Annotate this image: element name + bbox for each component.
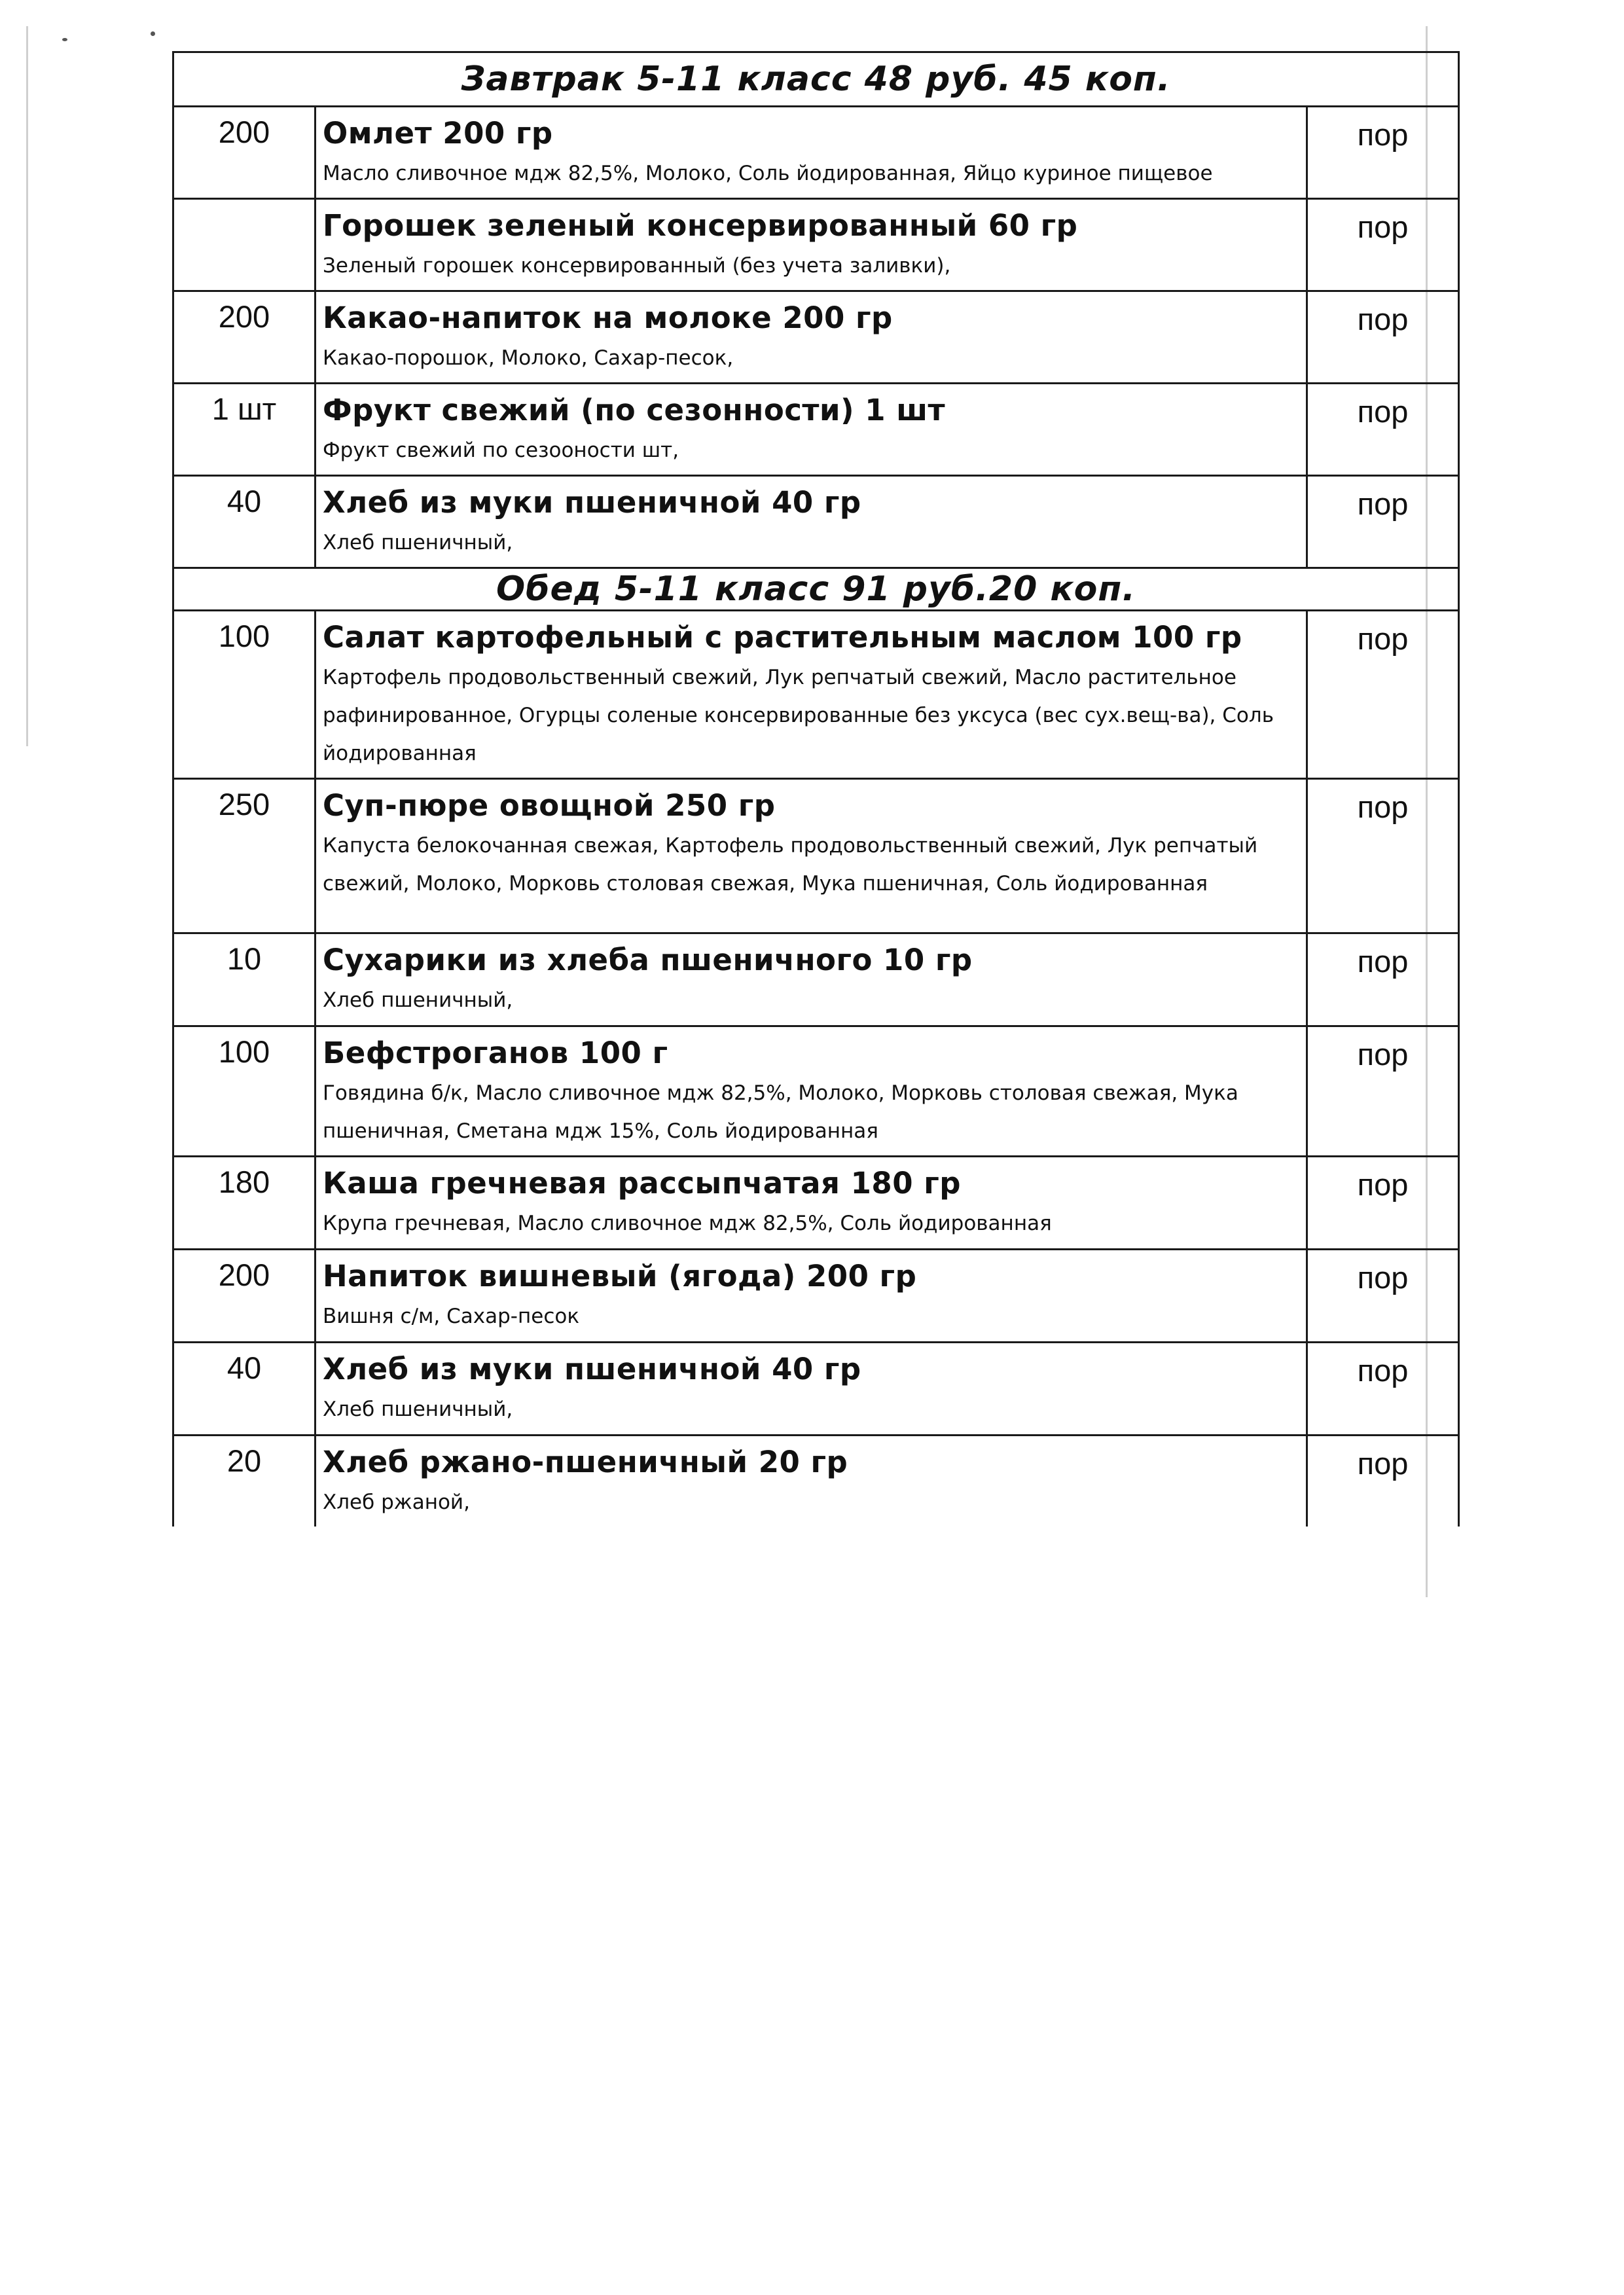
dish-name: Напиток вишневый (ягода) 200 гр xyxy=(323,1259,917,1293)
dish-ingredients: Хлеб пшеничный, xyxy=(323,988,513,1012)
dish-cell xyxy=(316,384,1307,476)
menu-item-row xyxy=(173,291,1459,384)
portion-unit: пор xyxy=(1307,476,1459,568)
portion-quantity: 200 xyxy=(173,107,316,199)
portion-quantity xyxy=(173,199,316,291)
dish-ingredients: Масло сливочное мдж 82,5%, Молоко, Соль йодированная, Яйцо куриное пищевое xyxy=(323,162,1213,185)
portion-unit: пор xyxy=(1307,779,1459,933)
portion-quantity: 40 xyxy=(173,1343,316,1436)
dish-cell xyxy=(316,291,1307,384)
dish-cell xyxy=(316,611,1307,779)
dish-name: Хлеб ржано-пшеничный 20 гр xyxy=(323,1445,848,1479)
dish-cell xyxy=(316,107,1307,199)
dish-cell xyxy=(316,1343,1307,1436)
dish-cell xyxy=(316,779,1307,933)
portion-unit: пор xyxy=(1307,199,1459,291)
dish-cell xyxy=(316,1157,1307,1250)
menu-item-row xyxy=(173,779,1459,933)
portion-unit: пор xyxy=(1307,1026,1459,1157)
dish-name: Суп-пюре овощной 250 гр xyxy=(323,788,776,823)
menu-item-row xyxy=(173,476,1459,568)
menu-item-row xyxy=(173,1026,1459,1157)
portion-unit: пор xyxy=(1307,107,1459,199)
dish-name: Фрукт свежий (по сезонности) 1 шт xyxy=(323,393,946,427)
portion-quantity: 40 xyxy=(173,476,316,568)
menu-item-row xyxy=(173,1343,1459,1436)
scan-edge-left xyxy=(26,26,28,746)
menu-item-row xyxy=(173,1157,1459,1250)
menu-item-row xyxy=(173,107,1459,199)
dish-cell xyxy=(316,476,1307,568)
menu-table xyxy=(172,51,1460,1527)
dish-ingredients: Крупа гречневая, Масло сливочное мдж 82,5%, Соль йодированная xyxy=(323,1212,1052,1235)
portion-quantity: 100 xyxy=(173,611,316,779)
scan-mark xyxy=(151,31,155,36)
portion-unit: пор xyxy=(1307,291,1459,384)
dish-cell xyxy=(316,933,1307,1026)
dish-cell xyxy=(316,1250,1307,1343)
dish-cell xyxy=(316,1436,1307,1527)
menu-item-row xyxy=(173,1436,1459,1527)
scan-mark xyxy=(62,38,67,41)
dish-name: Хлеб из муки пшеничной 40 гр xyxy=(323,1352,861,1386)
menu-item-row xyxy=(173,933,1459,1026)
dish-ingredients: Хлеб пшеничный, xyxy=(323,531,513,554)
dish-name: Хлеб из муки пшеничной 40 гр xyxy=(323,485,861,520)
menu-item-row xyxy=(173,611,1459,779)
section-title: Завтрак 5-11 класс 48 руб. 45 коп. xyxy=(173,52,1459,107)
menu-item-row xyxy=(173,199,1459,291)
portion-quantity: 180 xyxy=(173,1157,316,1250)
dish-name: Сухарики из хлеба пшеничного 10 гр xyxy=(323,943,973,977)
dish-name: Бефстроганов 100 г xyxy=(323,1036,668,1070)
dish-ingredients: Картофель продовольственный свежий, Лук репчатый свежий, Масло растительное рафинированное, Огурцы соленые консервированные без уксуса (вес сух.вещ-ва), Соль йодированная xyxy=(323,666,1274,765)
section-header-breakfast xyxy=(173,52,1459,107)
portion-unit: пор xyxy=(1307,1157,1459,1250)
menu-item-row xyxy=(173,1250,1459,1343)
portion-unit: пор xyxy=(1307,1250,1459,1343)
dish-ingredients: Хлеб пшеничный, xyxy=(323,1398,513,1421)
dish-ingredients: Хлеб ржаной, xyxy=(323,1491,470,1514)
dish-ingredients: Вишня с/м, Сахар-песок xyxy=(323,1305,580,1328)
dish-name: Омлет 200 гр xyxy=(323,116,553,151)
portion-unit: пор xyxy=(1307,1343,1459,1436)
portion-unit: пор xyxy=(1307,611,1459,779)
dish-name: Каша гречневая рассыпчатая 180 гр xyxy=(323,1166,961,1201)
portion-quantity: 1 шт xyxy=(173,384,316,476)
dish-name: Какао-напиток на молоке 200 гр xyxy=(323,300,893,335)
portion-quantity: 20 xyxy=(173,1436,316,1527)
dish-ingredients: Зеленый горошек консервированный (без учета заливки), xyxy=(323,254,951,278)
portion-quantity: 200 xyxy=(173,1250,316,1343)
dish-ingredients: Какао-порошок, Молоко, Сахар-песок, xyxy=(323,346,734,370)
dish-name: Горошек зеленый консервированный 60 гр xyxy=(323,208,1078,243)
dish-ingredients: Фрукт свежий по сезооности шт, xyxy=(323,439,679,462)
dish-cell xyxy=(316,1026,1307,1157)
dish-ingredients: Говядина б/к, Масло сливочное мдж 82,5%, Молоко, Морковь столовая свежая, Мука пшеничная, Сметана мдж 15%, Соль йодированная xyxy=(323,1081,1238,1143)
section-title: Обед 5-11 класс 91 руб.20 коп. xyxy=(173,568,1459,611)
portion-unit: пор xyxy=(1307,1436,1459,1527)
section-header-lunch xyxy=(173,568,1459,611)
portion-quantity: 250 xyxy=(173,779,316,933)
portion-quantity: 200 xyxy=(173,291,316,384)
menu-item-row xyxy=(173,384,1459,476)
dish-name: Салат картофельный с растительным маслом 100 гр xyxy=(323,620,1242,655)
portion-unit: пор xyxy=(1307,933,1459,1026)
dish-cell xyxy=(316,199,1307,291)
portion-quantity: 100 xyxy=(173,1026,316,1157)
portion-quantity: 10 xyxy=(173,933,316,1026)
portion-unit: пор xyxy=(1307,384,1459,476)
dish-ingredients: Капуста белокочанная свежая, Картофель продовольственный свежий, Лук репчатый свежий, Молоко, Морковь столовая свежая, Мука пшеничная, Соль йодированная xyxy=(323,834,1258,895)
